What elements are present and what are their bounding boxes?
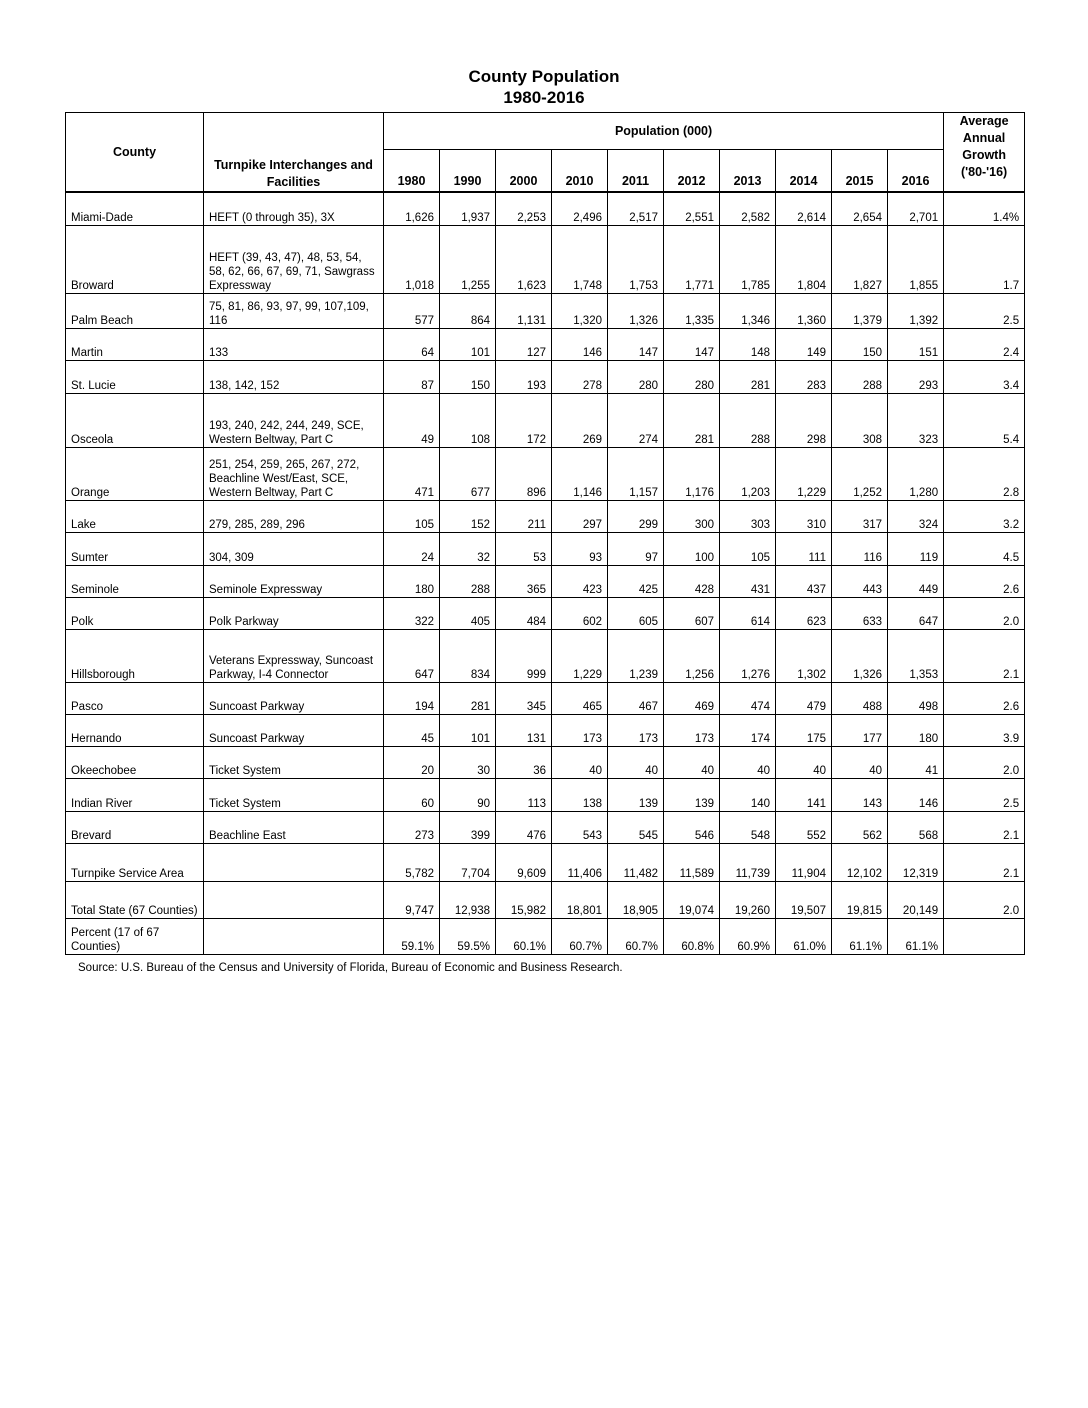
- population-cell: 105: [720, 532, 776, 565]
- facilities-cell: Beachline East: [204, 811, 384, 843]
- population-cell: 467: [608, 682, 664, 714]
- population-cell: 1,252: [832, 447, 888, 500]
- population-cell: 1,280: [888, 447, 944, 500]
- facilities-cell: Veterans Expressway, Suncoast Parkway, I-4 Connector: [204, 629, 384, 682]
- population-cell: 2,701: [888, 192, 944, 225]
- population-cell: 173: [664, 714, 720, 746]
- table-row: [66, 500, 1025, 532]
- county-cell: Seminole: [66, 565, 204, 597]
- population-cell: 1,176: [664, 447, 720, 500]
- table-row: [66, 565, 1025, 597]
- population-cell: 18,801: [552, 881, 608, 918]
- table-row: [66, 682, 1025, 714]
- population-cell: 100: [664, 532, 720, 565]
- population-cell: 633: [832, 597, 888, 629]
- population-cell: 552: [776, 811, 832, 843]
- page-title: [0, 66, 1088, 108]
- population-cell: 108: [440, 393, 496, 447]
- population-cell: 2,253: [496, 192, 552, 225]
- population-cell: 1,753: [608, 225, 664, 293]
- population-cell: 1,157: [608, 447, 664, 500]
- population-cell: 2,517: [608, 192, 664, 225]
- population-cell: 281: [664, 393, 720, 447]
- population-cell: 2,551: [664, 192, 720, 225]
- table-row: [66, 811, 1025, 843]
- population-cell: 59.5%: [440, 918, 496, 954]
- population-cell: 607: [664, 597, 720, 629]
- population-cell: 49: [384, 393, 440, 447]
- population-cell: 1,379: [832, 293, 888, 328]
- population-cell: 543: [552, 811, 608, 843]
- growth-cell: 2.0: [944, 746, 1025, 778]
- population-cell: 5,782: [384, 843, 440, 881]
- county-cell: Lake: [66, 500, 204, 532]
- population-cell: 269: [552, 393, 608, 447]
- population-cell: 498: [888, 682, 944, 714]
- county-cell: Martin: [66, 328, 204, 360]
- population-cell: 138: [552, 778, 608, 811]
- population-cell: 2,496: [552, 192, 608, 225]
- county-cell: St. Lucie: [66, 360, 204, 393]
- population-cell: 605: [608, 597, 664, 629]
- growth-cell: 2.6: [944, 682, 1025, 714]
- population-cell: 623: [776, 597, 832, 629]
- facilities-cell: 193, 240, 242, 244, 249, SCE, Western Beltway, Part C: [204, 393, 384, 447]
- population-cell: 60.7%: [608, 918, 664, 954]
- population-cell: 1,239: [608, 629, 664, 682]
- facilities-cell: Suncoast Parkway: [204, 714, 384, 746]
- population-cell: 60: [384, 778, 440, 811]
- header-year-2010: 2010: [552, 150, 608, 193]
- population-cell: 1,326: [832, 629, 888, 682]
- population-cell: 484: [496, 597, 552, 629]
- population-cell: 127: [496, 328, 552, 360]
- population-cell: 9,609: [496, 843, 552, 881]
- population-cell: 30: [440, 746, 496, 778]
- header-year-2013: 2013: [720, 150, 776, 193]
- population-cell: 177: [832, 714, 888, 746]
- county-cell: Percent (17 of 67 Counties): [66, 918, 204, 954]
- population-cell: 7,704: [440, 843, 496, 881]
- population-cell: 281: [440, 682, 496, 714]
- growth-cell: 2.1: [944, 843, 1025, 881]
- facilities-cell: 279, 285, 289, 296: [204, 500, 384, 532]
- population-cell: 40: [664, 746, 720, 778]
- table-row: [66, 360, 1025, 393]
- population-cell: 173: [552, 714, 608, 746]
- table-row: [66, 328, 1025, 360]
- population-cell: 19,260: [720, 881, 776, 918]
- population-cell: 1,623: [496, 225, 552, 293]
- population-cell: 1,229: [776, 447, 832, 500]
- population-cell: 15,982: [496, 881, 552, 918]
- population-cell: 97: [608, 532, 664, 565]
- population-cell: 280: [608, 360, 664, 393]
- population-cell: 896: [496, 447, 552, 500]
- population-cell: 283: [776, 360, 832, 393]
- population-cell: 9,747: [384, 881, 440, 918]
- population-cell: 1,360: [776, 293, 832, 328]
- population-cell: 577: [384, 293, 440, 328]
- population-cell: 399: [440, 811, 496, 843]
- population-cell: 425: [608, 565, 664, 597]
- population-cell: 131: [496, 714, 552, 746]
- population-cell: 602: [552, 597, 608, 629]
- population-cell: 1,335: [664, 293, 720, 328]
- population-cell: 60.9%: [720, 918, 776, 954]
- population-cell: 2,654: [832, 192, 888, 225]
- table-row: [66, 746, 1025, 778]
- population-cell: 64: [384, 328, 440, 360]
- facilities-cell: [204, 918, 384, 954]
- growth-cell: 1.7: [944, 225, 1025, 293]
- growth-cell: 2.5: [944, 778, 1025, 811]
- population-cell: 40: [832, 746, 888, 778]
- population-cell: 173: [608, 714, 664, 746]
- population-cell: 476: [496, 811, 552, 843]
- population-cell: 12,319: [888, 843, 944, 881]
- population-cell: 60.7%: [552, 918, 608, 954]
- population-cell: 568: [888, 811, 944, 843]
- population-cell: 1,827: [832, 225, 888, 293]
- population-cell: 677: [440, 447, 496, 500]
- table-row: [66, 629, 1025, 682]
- population-cell: 1,804: [776, 225, 832, 293]
- growth-cell: 5.4: [944, 393, 1025, 447]
- population-cell: 172: [496, 393, 552, 447]
- population-cell: 93: [552, 532, 608, 565]
- population-cell: 101: [440, 328, 496, 360]
- county-cell: Indian River: [66, 778, 204, 811]
- county-cell: Miami-Dade: [66, 192, 204, 225]
- population-cell: 1,276: [720, 629, 776, 682]
- population-cell: 449: [888, 565, 944, 597]
- population-cell: 999: [496, 629, 552, 682]
- population-cell: 323: [888, 393, 944, 447]
- population-cell: 647: [888, 597, 944, 629]
- population-cell: 479: [776, 682, 832, 714]
- population-cell: 1,326: [608, 293, 664, 328]
- facilities-cell: 304, 309: [204, 532, 384, 565]
- table-row: [66, 225, 1025, 293]
- population-cell: 1,937: [440, 192, 496, 225]
- population-cell: 148: [720, 328, 776, 360]
- facilities-cell: 133: [204, 328, 384, 360]
- population-cell: 11,589: [664, 843, 720, 881]
- population-cell: 105: [384, 500, 440, 532]
- facilities-cell: Polk Parkway: [204, 597, 384, 629]
- facilities-cell: [204, 881, 384, 918]
- header-year-2000: 2000: [496, 150, 552, 193]
- population-cell: 90: [440, 778, 496, 811]
- facilities-cell: 75, 81, 86, 93, 97, 99, 107,109, 116: [204, 293, 384, 328]
- source-note: Source: U.S. Bureau of the Census and University of Florida, Bureau of Economic and Business Research.: [78, 962, 623, 974]
- population-cell: 1,229: [552, 629, 608, 682]
- population-cell: 20: [384, 746, 440, 778]
- population-cell: 647: [384, 629, 440, 682]
- population-cell: 1,392: [888, 293, 944, 328]
- population-cell: 488: [832, 682, 888, 714]
- population-cell: 1,018: [384, 225, 440, 293]
- population-cell: 146: [552, 328, 608, 360]
- facilities-cell: HEFT (39, 43, 47), 48, 53, 54, 58, 62, 66, 67, 69, 71, Sawgrass Expressway: [204, 225, 384, 293]
- growth-cell: 3.9: [944, 714, 1025, 746]
- population-cell: 141: [776, 778, 832, 811]
- header-county: County: [66, 113, 204, 193]
- growth-cell: 4.5: [944, 532, 1025, 565]
- table-row: [66, 778, 1025, 811]
- population-cell: 1,131: [496, 293, 552, 328]
- population-cell: 465: [552, 682, 608, 714]
- population-cell: 324: [888, 500, 944, 532]
- population-cell: 193: [496, 360, 552, 393]
- facilities-cell: HEFT (0 through 35), 3X: [204, 192, 384, 225]
- growth-cell: 3.2: [944, 500, 1025, 532]
- population-cell: 428: [664, 565, 720, 597]
- county-cell: Osceola: [66, 393, 204, 447]
- population-cell: 1,146: [552, 447, 608, 500]
- population-cell: 61.1%: [888, 918, 944, 954]
- header-facilities: Turnpike Interchanges and Facilities: [204, 113, 384, 193]
- population-cell: 180: [888, 714, 944, 746]
- population-cell: 140: [720, 778, 776, 811]
- header-year-2015: 2015: [832, 150, 888, 193]
- population-cell: 1,302: [776, 629, 832, 682]
- facilities-cell: 251, 254, 259, 265, 267, 272, Beachline West/East, SCE, Western Beltway, Part C: [204, 447, 384, 500]
- population-cell: 61.1%: [832, 918, 888, 954]
- facilities-cell: Ticket System: [204, 746, 384, 778]
- population-cell: 20,149: [888, 881, 944, 918]
- population-cell: 281: [720, 360, 776, 393]
- population-cell: 150: [440, 360, 496, 393]
- population-cell: 19,074: [664, 881, 720, 918]
- growth-cell: 2.4: [944, 328, 1025, 360]
- table-row: [66, 293, 1025, 328]
- header-year-2012: 2012: [664, 150, 720, 193]
- population-cell: 1,855: [888, 225, 944, 293]
- population-cell: 298: [776, 393, 832, 447]
- population-table: [65, 112, 1025, 955]
- population-cell: 303: [720, 500, 776, 532]
- county-cell: Sumter: [66, 532, 204, 565]
- population-cell: 40: [776, 746, 832, 778]
- table-row: [66, 714, 1025, 746]
- county-cell: Hernando: [66, 714, 204, 746]
- population-cell: 1,203: [720, 447, 776, 500]
- header-year-1990: 1990: [440, 150, 496, 193]
- facilities-cell: [204, 843, 384, 881]
- population-cell: 474: [720, 682, 776, 714]
- population-cell: 365: [496, 565, 552, 597]
- population-cell: 139: [608, 778, 664, 811]
- population-cell: 469: [664, 682, 720, 714]
- population-cell: 546: [664, 811, 720, 843]
- population-cell: 288: [720, 393, 776, 447]
- population-cell: 431: [720, 565, 776, 597]
- population-cell: 548: [720, 811, 776, 843]
- population-cell: 119: [888, 532, 944, 565]
- population-cell: 2,614: [776, 192, 832, 225]
- table-row: [66, 192, 1025, 225]
- population-cell: 143: [832, 778, 888, 811]
- table-row: [66, 881, 1025, 918]
- population-cell: 273: [384, 811, 440, 843]
- population-cell: 101: [440, 714, 496, 746]
- population-cell: 59.1%: [384, 918, 440, 954]
- population-cell: 175: [776, 714, 832, 746]
- population-cell: 147: [664, 328, 720, 360]
- header-year-1980: 1980: [384, 150, 440, 193]
- table-row: [66, 532, 1025, 565]
- county-cell: Total State (67 Counties): [66, 881, 204, 918]
- population-cell: 11,482: [608, 843, 664, 881]
- growth-cell: 1.4%: [944, 192, 1025, 225]
- population-cell: 87: [384, 360, 440, 393]
- growth-cell: 2.0: [944, 597, 1025, 629]
- population-cell: 545: [608, 811, 664, 843]
- county-cell: Broward: [66, 225, 204, 293]
- population-cell: 147: [608, 328, 664, 360]
- population-cell: 1,346: [720, 293, 776, 328]
- population-cell: 149: [776, 328, 832, 360]
- population-cell: 322: [384, 597, 440, 629]
- population-cell: 45: [384, 714, 440, 746]
- population-cell: 12,102: [832, 843, 888, 881]
- population-cell: 274: [608, 393, 664, 447]
- population-cell: 423: [552, 565, 608, 597]
- population-cell: 152: [440, 500, 496, 532]
- population-cell: 174: [720, 714, 776, 746]
- population-cell: 308: [832, 393, 888, 447]
- population-cell: 60.1%: [496, 918, 552, 954]
- population-cell: 562: [832, 811, 888, 843]
- header-growth: Average Annual Growth ('80-'16): [944, 113, 1025, 193]
- county-cell: Polk: [66, 597, 204, 629]
- population-cell: 288: [440, 565, 496, 597]
- growth-cell: 2.5: [944, 293, 1025, 328]
- population-cell: 2,582: [720, 192, 776, 225]
- growth-cell: [944, 918, 1025, 954]
- growth-cell: 2.6: [944, 565, 1025, 597]
- growth-cell: 2.8: [944, 447, 1025, 500]
- population-cell: 443: [832, 565, 888, 597]
- county-cell: Pasco: [66, 682, 204, 714]
- population-cell: 11,406: [552, 843, 608, 881]
- county-cell: Hillsborough: [66, 629, 204, 682]
- population-cell: 1,255: [440, 225, 496, 293]
- population-cell: 317: [832, 500, 888, 532]
- county-cell: Brevard: [66, 811, 204, 843]
- population-cell: 146: [888, 778, 944, 811]
- population-cell: 19,815: [832, 881, 888, 918]
- population-cell: 310: [776, 500, 832, 532]
- population-cell: 345: [496, 682, 552, 714]
- population-cell: 12,938: [440, 881, 496, 918]
- population-cell: 194: [384, 682, 440, 714]
- title-line-1: County Population: [468, 67, 620, 86]
- header-population-group: Population (000): [384, 113, 944, 150]
- population-cell: 11,904: [776, 843, 832, 881]
- table-row: [66, 393, 1025, 447]
- population-cell: 1,353: [888, 629, 944, 682]
- facilities-cell: Suncoast Parkway: [204, 682, 384, 714]
- population-cell: 288: [832, 360, 888, 393]
- population-cell: 53: [496, 532, 552, 565]
- population-cell: 180: [384, 565, 440, 597]
- growth-cell: 2.1: [944, 811, 1025, 843]
- header-year-2016: 2016: [888, 150, 944, 193]
- population-cell: 293: [888, 360, 944, 393]
- table-row: [66, 447, 1025, 500]
- population-cell: 471: [384, 447, 440, 500]
- county-cell: Okeechobee: [66, 746, 204, 778]
- header-year-2014: 2014: [776, 150, 832, 193]
- population-cell: 40: [552, 746, 608, 778]
- population-cell: 1,626: [384, 192, 440, 225]
- population-cell: 300: [664, 500, 720, 532]
- facilities-cell: 138, 142, 152: [204, 360, 384, 393]
- population-cell: 41: [888, 746, 944, 778]
- population-cell: 60.8%: [664, 918, 720, 954]
- county-cell: Orange: [66, 447, 204, 500]
- table-row: [66, 918, 1025, 954]
- table-row: [66, 843, 1025, 881]
- header-year-2011: 2011: [608, 150, 664, 193]
- population-cell: 1,256: [664, 629, 720, 682]
- population-cell: 297: [552, 500, 608, 532]
- growth-cell: 3.4: [944, 360, 1025, 393]
- growth-cell: 2.0: [944, 881, 1025, 918]
- facilities-cell: Seminole Expressway: [204, 565, 384, 597]
- growth-cell: 2.1: [944, 629, 1025, 682]
- population-cell: 834: [440, 629, 496, 682]
- population-cell: 32: [440, 532, 496, 565]
- population-cell: 437: [776, 565, 832, 597]
- population-cell: 111: [776, 532, 832, 565]
- population-cell: 280: [664, 360, 720, 393]
- population-cell: 1,785: [720, 225, 776, 293]
- county-cell: Turnpike Service Area: [66, 843, 204, 881]
- population-cell: 211: [496, 500, 552, 532]
- population-cell: 61.0%: [776, 918, 832, 954]
- population-cell: 18,905: [608, 881, 664, 918]
- population-cell: 299: [608, 500, 664, 532]
- population-cell: 614: [720, 597, 776, 629]
- population-cell: 150: [832, 328, 888, 360]
- table-row: [66, 597, 1025, 629]
- population-cell: 116: [832, 532, 888, 565]
- population-cell: 24: [384, 532, 440, 565]
- population-cell: 40: [720, 746, 776, 778]
- facilities-cell: Ticket System: [204, 778, 384, 811]
- population-cell: 278: [552, 360, 608, 393]
- county-cell: Palm Beach: [66, 293, 204, 328]
- population-cell: 1,748: [552, 225, 608, 293]
- population-cell: 11,739: [720, 843, 776, 881]
- population-cell: 19,507: [776, 881, 832, 918]
- population-cell: 113: [496, 778, 552, 811]
- population-cell: 139: [664, 778, 720, 811]
- title-line-2: 1980-2016: [503, 88, 585, 107]
- population-cell: 1,320: [552, 293, 608, 328]
- population-cell: 151: [888, 328, 944, 360]
- population-cell: 864: [440, 293, 496, 328]
- population-cell: 1,771: [664, 225, 720, 293]
- population-cell: 36: [496, 746, 552, 778]
- population-cell: 40: [608, 746, 664, 778]
- population-cell: 405: [440, 597, 496, 629]
